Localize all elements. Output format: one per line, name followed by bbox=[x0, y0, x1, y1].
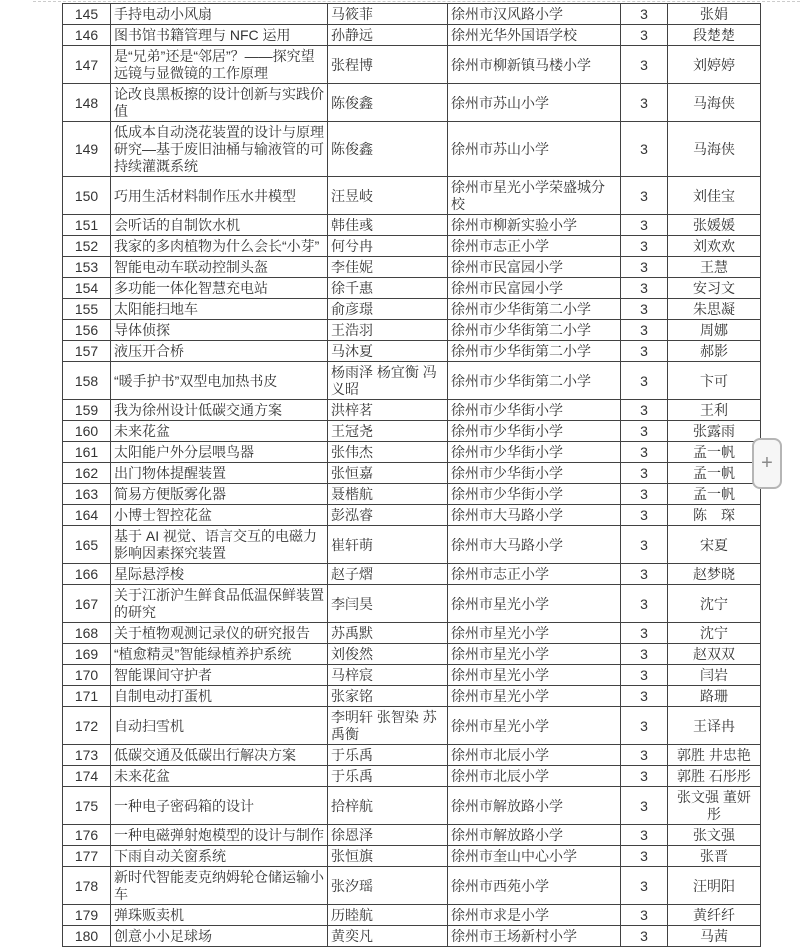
table-row bbox=[63, 463, 761, 484]
teacher-name-cell: 赵双双 bbox=[668, 644, 761, 665]
school-name-cell: 徐州市大马路小学 bbox=[448, 505, 621, 526]
table-row bbox=[63, 362, 761, 400]
project-title-cell: 巧用生活材料制作压水井模型 bbox=[111, 177, 328, 215]
teacher-name-cell: 马茜 bbox=[668, 926, 761, 947]
student-name-cell: 韩佳彧 bbox=[328, 215, 448, 236]
grade-cell: 3 bbox=[621, 686, 668, 707]
teacher-name-cell: 闫岩 bbox=[668, 665, 761, 686]
project-title-cell: “暖手护书”双型电加热书皮 bbox=[111, 362, 328, 400]
student-name-cell: 彭泓睿 bbox=[328, 505, 448, 526]
school-name-cell: 徐州市志正小学 bbox=[448, 236, 621, 257]
student-name-cell: 李闫昊 bbox=[328, 585, 448, 623]
table-row bbox=[63, 84, 761, 122]
entry-number-cell: 154 bbox=[63, 278, 111, 299]
table-row bbox=[63, 564, 761, 585]
school-name-cell: 徐州市星光小学荣盛城分校 bbox=[448, 177, 621, 215]
student-name-cell: 俞彦璟 bbox=[328, 299, 448, 320]
teacher-name-cell: 孟一帆 bbox=[668, 442, 761, 463]
grade-cell: 3 bbox=[621, 564, 668, 585]
table-row bbox=[63, 400, 761, 421]
school-name-cell: 徐州市柳新镇马楼小学 bbox=[448, 46, 621, 84]
page-break-dashed-line bbox=[33, 1, 800, 2]
teacher-name-cell: 张媛媛 bbox=[668, 215, 761, 236]
teacher-name-cell: 郝影 bbox=[668, 341, 761, 362]
grade-cell: 3 bbox=[621, 257, 668, 278]
grade-cell: 3 bbox=[621, 25, 668, 46]
teacher-name-cell: 刘婷婷 bbox=[668, 46, 761, 84]
project-title-cell: 太阳能户外分层喂鸟器 bbox=[111, 442, 328, 463]
grade-cell: 3 bbox=[621, 421, 668, 442]
student-name-cell: 苏禹默 bbox=[328, 623, 448, 644]
grade-cell: 3 bbox=[621, 177, 668, 215]
teacher-name-cell: 卞可 bbox=[668, 362, 761, 400]
project-title-cell: 新时代智能麦克纳姆轮仓储运输小车 bbox=[111, 867, 328, 905]
grade-cell: 3 bbox=[621, 707, 668, 745]
school-name-cell: 徐州市西苑小学 bbox=[448, 867, 621, 905]
table-row bbox=[63, 644, 761, 665]
student-name-cell: 何兮冉 bbox=[328, 236, 448, 257]
student-name-cell: 崔轩萌 bbox=[328, 526, 448, 564]
add-button[interactable] bbox=[752, 438, 782, 489]
entry-number-cell: 177 bbox=[63, 846, 111, 867]
teacher-name-cell: 张晋 bbox=[668, 846, 761, 867]
table-row bbox=[63, 846, 761, 867]
student-name-cell: 于乐禹 bbox=[328, 745, 448, 766]
school-name-cell: 徐州市星光小学 bbox=[448, 644, 621, 665]
table-row bbox=[63, 585, 761, 623]
student-name-cell: 张家铭 bbox=[328, 686, 448, 707]
school-name-cell: 徐州市志正小学 bbox=[448, 564, 621, 585]
table-row bbox=[63, 299, 761, 320]
grade-cell: 3 bbox=[621, 526, 668, 564]
student-name-cell: 王冠尧 bbox=[328, 421, 448, 442]
project-title-cell: 自动扫雪机 bbox=[111, 707, 328, 745]
table-row bbox=[63, 215, 761, 236]
grade-cell: 3 bbox=[621, 278, 668, 299]
teacher-name-cell: 陈 琛 bbox=[668, 505, 761, 526]
student-name-cell: 陈俊鑫 bbox=[328, 84, 448, 122]
grade-cell: 3 bbox=[621, 362, 668, 400]
project-title-cell: 关于江浙沪生鲜食品低温保鲜装置的研究 bbox=[111, 585, 328, 623]
grade-cell: 3 bbox=[621, 320, 668, 341]
teacher-name-cell: 沈宁 bbox=[668, 623, 761, 644]
project-title-cell: 多功能一体化智慧充电站 bbox=[111, 278, 328, 299]
teacher-name-cell: 王慧 bbox=[668, 257, 761, 278]
teacher-name-cell: 安习文 bbox=[668, 278, 761, 299]
school-name-cell: 徐州市求是小学 bbox=[448, 905, 621, 926]
school-name-cell: 徐州市苏山小学 bbox=[448, 122, 621, 177]
grade-cell: 3 bbox=[621, 905, 668, 926]
school-name-cell: 徐州市民富园小学 bbox=[448, 257, 621, 278]
teacher-name-cell: 王利 bbox=[668, 400, 761, 421]
student-name-cell: 赵子熠 bbox=[328, 564, 448, 585]
teacher-name-cell: 马海侠 bbox=[668, 122, 761, 177]
school-name-cell: 徐州市星光小学 bbox=[448, 665, 621, 686]
table-row bbox=[63, 421, 761, 442]
student-name-cell: 洪梓茗 bbox=[328, 400, 448, 421]
school-name-cell: 徐州市少华街小学 bbox=[448, 484, 621, 505]
grade-cell: 3 bbox=[621, 745, 668, 766]
school-name-cell: 徐州市少华街小学 bbox=[448, 421, 621, 442]
teacher-name-cell: 张露雨 bbox=[668, 421, 761, 442]
table-row bbox=[63, 46, 761, 84]
grade-cell: 3 bbox=[621, 341, 668, 362]
entry-number-cell: 153 bbox=[63, 257, 111, 278]
project-title-cell: 自制电动打蛋机 bbox=[111, 686, 328, 707]
grade-cell: 3 bbox=[621, 400, 668, 421]
entry-number-cell: 147 bbox=[63, 46, 111, 84]
table-row bbox=[63, 320, 761, 341]
school-name-cell: 徐州市少华街第二小学 bbox=[448, 299, 621, 320]
entry-number-cell: 179 bbox=[63, 905, 111, 926]
student-name-cell: 拾梓航 bbox=[328, 787, 448, 825]
table-row bbox=[63, 122, 761, 177]
project-title-cell: 弹珠贩卖机 bbox=[111, 905, 328, 926]
entry-number-cell: 171 bbox=[63, 686, 111, 707]
project-title-cell: 低成本自动浇花装置的设计与原理研究—基于废旧油桶与输液管的可持续灌溉系统 bbox=[111, 122, 328, 177]
grade-cell: 3 bbox=[621, 122, 668, 177]
grade-cell: 3 bbox=[621, 463, 668, 484]
grade-cell: 3 bbox=[621, 299, 668, 320]
school-name-cell: 徐州市奎山中心小学 bbox=[448, 846, 621, 867]
table-row bbox=[63, 825, 761, 846]
project-title-cell: 太阳能扫地车 bbox=[111, 299, 328, 320]
school-name-cell: 徐州市星光小学 bbox=[448, 585, 621, 623]
school-name-cell: 徐州市少华街小学 bbox=[448, 400, 621, 421]
entry-number-cell: 160 bbox=[63, 421, 111, 442]
teacher-name-cell: 孟一帆 bbox=[668, 484, 761, 505]
project-title-cell: 一种电子密码箱的设计 bbox=[111, 787, 328, 825]
grade-cell: 3 bbox=[621, 585, 668, 623]
teacher-name-cell: 张娟 bbox=[668, 4, 761, 25]
grade-cell: 3 bbox=[621, 644, 668, 665]
entry-number-cell: 170 bbox=[63, 665, 111, 686]
grade-cell: 3 bbox=[621, 846, 668, 867]
table-row bbox=[63, 787, 761, 825]
student-name-cell: 历睦航 bbox=[328, 905, 448, 926]
grade-cell: 3 bbox=[621, 867, 668, 905]
school-name-cell: 徐州市少华街小学 bbox=[448, 463, 621, 484]
entry-number-cell: 145 bbox=[63, 4, 111, 25]
project-title-cell: 未来花盆 bbox=[111, 421, 328, 442]
teacher-name-cell: 黄纤纤 bbox=[668, 905, 761, 926]
student-name-cell: 陈俊鑫 bbox=[328, 122, 448, 177]
entry-number-cell: 157 bbox=[63, 341, 111, 362]
entry-number-cell: 174 bbox=[63, 766, 111, 787]
table-row bbox=[63, 278, 761, 299]
teacher-name-cell: 宋夏 bbox=[668, 526, 761, 564]
student-name-cell: 马筱菲 bbox=[328, 4, 448, 25]
student-name-cell: 汪昱岐 bbox=[328, 177, 448, 215]
entry-number-cell: 155 bbox=[63, 299, 111, 320]
project-title-cell: 未来花盆 bbox=[111, 766, 328, 787]
project-title-cell: 图书馆书籍管理与 NFC 运用 bbox=[111, 25, 328, 46]
grade-cell: 3 bbox=[621, 825, 668, 846]
student-name-cell: 张程博 bbox=[328, 46, 448, 84]
entry-number-cell: 165 bbox=[63, 526, 111, 564]
entry-number-cell: 150 bbox=[63, 177, 111, 215]
project-title-cell: 是“兄弟”还是“邻居”？——探究望远镜与显微镜的工作原理 bbox=[111, 46, 328, 84]
project-title-cell: 我为徐州设计低碳交通方案 bbox=[111, 400, 328, 421]
teacher-name-cell: 路珊 bbox=[668, 686, 761, 707]
teacher-name-cell: 王译冉 bbox=[668, 707, 761, 745]
table-row bbox=[63, 905, 761, 926]
teacher-name-cell: 张文强 董妍彤 bbox=[668, 787, 761, 825]
student-name-cell: 孙静远 bbox=[328, 25, 448, 46]
project-title-cell: 智能课间守护者 bbox=[111, 665, 328, 686]
student-name-cell: 张恒旗 bbox=[328, 846, 448, 867]
school-name-cell: 徐州市解放路小学 bbox=[448, 787, 621, 825]
teacher-name-cell: 孟一帆 bbox=[668, 463, 761, 484]
table-row bbox=[63, 236, 761, 257]
student-name-cell: 马梓宸 bbox=[328, 665, 448, 686]
projects-table bbox=[62, 3, 761, 947]
student-name-cell: 聂楷航 bbox=[328, 484, 448, 505]
table-row bbox=[63, 745, 761, 766]
project-title-cell: 基于 AI 视觉、语言交互的电磁力影响因素探究装置 bbox=[111, 526, 328, 564]
student-name-cell: 王浩羽 bbox=[328, 320, 448, 341]
entry-number-cell: 156 bbox=[63, 320, 111, 341]
student-name-cell: 黄奕凡 bbox=[328, 926, 448, 947]
project-title-cell: 星际悬浮梭 bbox=[111, 564, 328, 585]
project-title-cell: 创意小小足球场 bbox=[111, 926, 328, 947]
student-name-cell: 于乐禹 bbox=[328, 766, 448, 787]
table-row bbox=[63, 707, 761, 745]
project-title-cell: 关于植物观测记录仪的研究报告 bbox=[111, 623, 328, 644]
table-row bbox=[63, 442, 761, 463]
entry-number-cell: 168 bbox=[63, 623, 111, 644]
student-name-cell: 刘俊然 bbox=[328, 644, 448, 665]
school-name-cell: 徐州市解放路小学 bbox=[448, 825, 621, 846]
entry-number-cell: 164 bbox=[63, 505, 111, 526]
entry-number-cell: 152 bbox=[63, 236, 111, 257]
school-name-cell: 徐州市少华街小学 bbox=[448, 442, 621, 463]
project-title-cell: 会听话的自制饮水机 bbox=[111, 215, 328, 236]
table-row bbox=[63, 177, 761, 215]
school-name-cell: 徐州市民富园小学 bbox=[448, 278, 621, 299]
project-title-cell: 下雨自动关窗系统 bbox=[111, 846, 328, 867]
entry-number-cell: 163 bbox=[63, 484, 111, 505]
table-row bbox=[63, 484, 761, 505]
grade-cell: 3 bbox=[621, 484, 668, 505]
grade-cell: 3 bbox=[621, 766, 668, 787]
teacher-name-cell: 朱思凝 bbox=[668, 299, 761, 320]
grade-cell: 3 bbox=[621, 787, 668, 825]
entry-number-cell: 149 bbox=[63, 122, 111, 177]
student-name-cell: 张恒嘉 bbox=[328, 463, 448, 484]
school-name-cell: 徐州市苏山小学 bbox=[448, 84, 621, 122]
entry-number-cell: 180 bbox=[63, 926, 111, 947]
school-name-cell: 徐州市少华街第二小学 bbox=[448, 320, 621, 341]
student-name-cell: 李明轩 张智染 苏禹衡 bbox=[328, 707, 448, 745]
project-title-cell: 简易方便版雾化器 bbox=[111, 484, 328, 505]
teacher-name-cell: 马海侠 bbox=[668, 84, 761, 122]
plus-icon: + bbox=[761, 452, 773, 474]
grade-cell: 3 bbox=[621, 236, 668, 257]
teacher-name-cell: 张文强 bbox=[668, 825, 761, 846]
student-name-cell: 马沐夏 bbox=[328, 341, 448, 362]
school-name-cell: 徐州市王场新村小学 bbox=[448, 926, 621, 947]
project-title-cell: 手持电动小风扇 bbox=[111, 4, 328, 25]
table-row bbox=[63, 766, 761, 787]
table-row bbox=[63, 25, 761, 46]
teacher-name-cell: 郭胜 石彤彤 bbox=[668, 766, 761, 787]
project-title-cell: 论改良黑板擦的设计创新与实践价值 bbox=[111, 84, 328, 122]
student-name-cell: 张汐瑶 bbox=[328, 867, 448, 905]
teacher-name-cell: 汪明阳 bbox=[668, 867, 761, 905]
project-title-cell: 液压开合桥 bbox=[111, 341, 328, 362]
entries-tbody bbox=[63, 4, 761, 947]
entry-number-cell: 167 bbox=[63, 585, 111, 623]
student-name-cell: 张伟杰 bbox=[328, 442, 448, 463]
school-name-cell: 徐州市星光小学 bbox=[448, 686, 621, 707]
teacher-name-cell: 刘佳宝 bbox=[668, 177, 761, 215]
table-row bbox=[63, 867, 761, 905]
entry-number-cell: 151 bbox=[63, 215, 111, 236]
project-title-cell: 导体侦探 bbox=[111, 320, 328, 341]
grade-cell: 3 bbox=[621, 84, 668, 122]
entry-number-cell: 162 bbox=[63, 463, 111, 484]
school-name-cell: 徐州市北辰小学 bbox=[448, 766, 621, 787]
table-row bbox=[63, 665, 761, 686]
project-title-cell: 一种电磁弹射炮模型的设计与制作 bbox=[111, 825, 328, 846]
school-name-cell: 徐州市少华街第二小学 bbox=[448, 362, 621, 400]
entry-number-cell: 178 bbox=[63, 867, 111, 905]
teacher-name-cell: 刘欢欢 bbox=[668, 236, 761, 257]
student-name-cell: 李佳妮 bbox=[328, 257, 448, 278]
grade-cell: 3 bbox=[621, 926, 668, 947]
grade-cell: 3 bbox=[621, 4, 668, 25]
project-title-cell: 出门物体提醒装置 bbox=[111, 463, 328, 484]
entry-number-cell: 161 bbox=[63, 442, 111, 463]
entry-number-cell: 173 bbox=[63, 745, 111, 766]
table-row bbox=[63, 505, 761, 526]
teacher-name-cell: 赵梦晓 bbox=[668, 564, 761, 585]
grade-cell: 3 bbox=[621, 46, 668, 84]
entry-number-cell: 159 bbox=[63, 400, 111, 421]
school-name-cell: 徐州市北辰小学 bbox=[448, 745, 621, 766]
teacher-name-cell: 沈宁 bbox=[668, 585, 761, 623]
table-row bbox=[63, 686, 761, 707]
school-name-cell: 徐州市汉风路小学 bbox=[448, 4, 621, 25]
teacher-name-cell: 周娜 bbox=[668, 320, 761, 341]
school-name-cell: 徐州市少华街第二小学 bbox=[448, 341, 621, 362]
entry-number-cell: 148 bbox=[63, 84, 111, 122]
grade-cell: 3 bbox=[621, 215, 668, 236]
entry-number-cell: 169 bbox=[63, 644, 111, 665]
grade-cell: 3 bbox=[621, 623, 668, 644]
grade-cell: 3 bbox=[621, 505, 668, 526]
project-title-cell: 小博士智控花盆 bbox=[111, 505, 328, 526]
teacher-name-cell: 段楚楚 bbox=[668, 25, 761, 46]
grade-cell: 3 bbox=[621, 665, 668, 686]
school-name-cell: 徐州市星光小学 bbox=[448, 707, 621, 745]
school-name-cell: 徐州市星光小学 bbox=[448, 623, 621, 644]
table-row bbox=[63, 341, 761, 362]
project-title-cell: 智能电动车联动控制头盔 bbox=[111, 257, 328, 278]
project-title-cell: 我家的多肉植物为什么会长“小芽” bbox=[111, 236, 328, 257]
table-row bbox=[63, 926, 761, 947]
project-title-cell: 低碳交通及低碳出行解决方案 bbox=[111, 745, 328, 766]
school-name-cell: 徐州市大马路小学 bbox=[448, 526, 621, 564]
student-name-cell: 杨雨泽 杨宜衡 冯义昭 bbox=[328, 362, 448, 400]
entry-number-cell: 175 bbox=[63, 787, 111, 825]
table-row bbox=[63, 257, 761, 278]
student-name-cell: 徐恩泽 bbox=[328, 825, 448, 846]
teacher-name-cell: 郭胜 井忠艳 bbox=[668, 745, 761, 766]
entry-number-cell: 166 bbox=[63, 564, 111, 585]
student-name-cell: 徐千惠 bbox=[328, 278, 448, 299]
entry-number-cell: 146 bbox=[63, 25, 111, 46]
table-row bbox=[63, 4, 761, 25]
entry-number-cell: 176 bbox=[63, 825, 111, 846]
project-title-cell: “植愈精灵”智能绿植养护系统 bbox=[111, 644, 328, 665]
table-row bbox=[63, 526, 761, 564]
entry-number-cell: 172 bbox=[63, 707, 111, 745]
school-name-cell: 徐州市柳新实验小学 bbox=[448, 215, 621, 236]
entry-number-cell: 158 bbox=[63, 362, 111, 400]
school-name-cell: 徐州光华外国语学校 bbox=[448, 25, 621, 46]
table-row bbox=[63, 623, 761, 644]
grade-cell: 3 bbox=[621, 442, 668, 463]
